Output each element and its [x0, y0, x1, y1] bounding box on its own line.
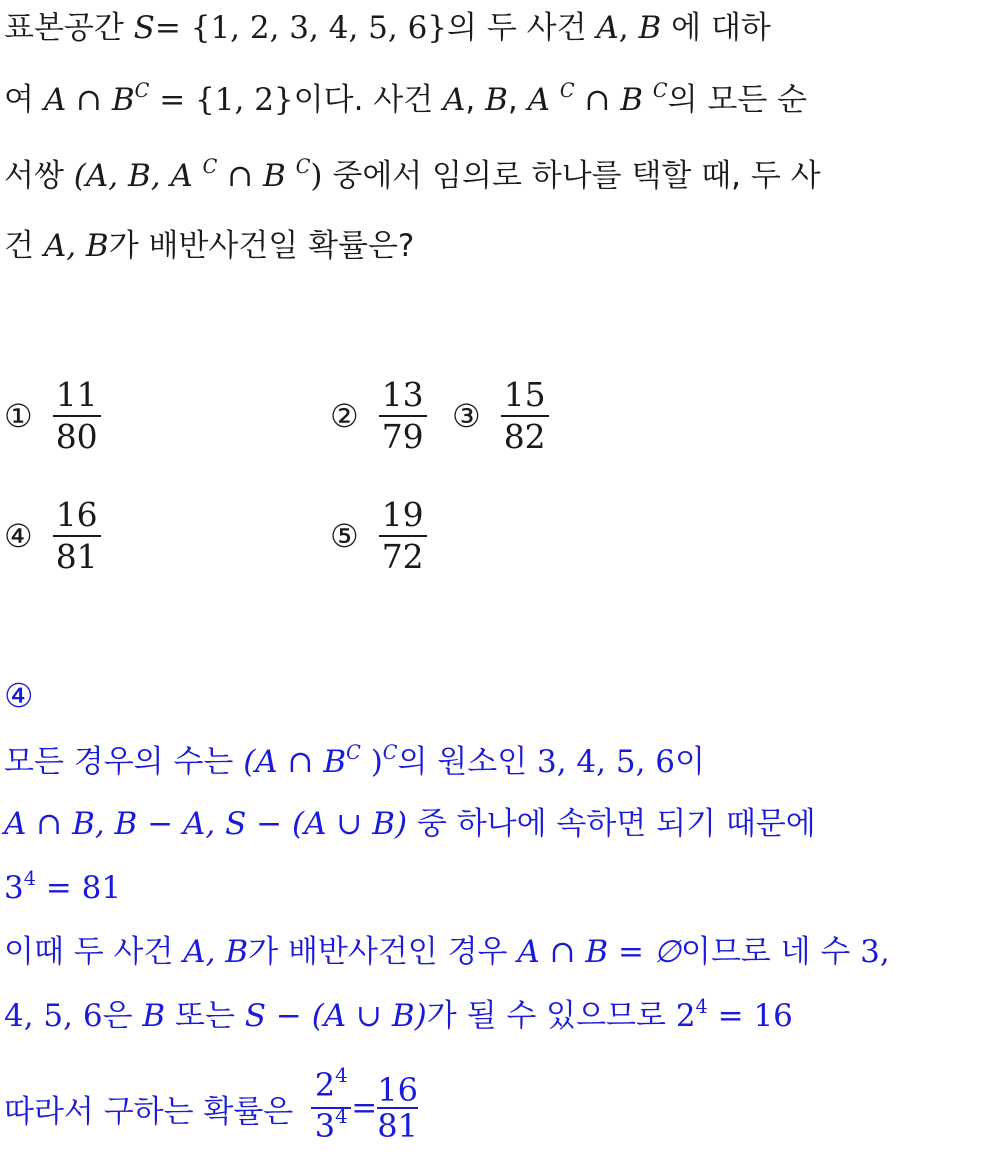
- question-line-2: 여 A ∩ $B^C = \{1$, 2}이다. 사건 A, B, A $^C$ ∩ B $^C$의 모든 순: [4, 78, 808, 118]
- solution-line-5: 4, 5, 6은 B 또는 S − (A ∪ B)가 될 수 있으므로 $2^4 = 16$: [4, 994, 793, 1034]
- fraction-powers: $\frac{2^4}{3^4}$: [311, 1068, 351, 1148]
- question-line-4: 건 A, B가 배반사건일 확률은?: [4, 228, 415, 264]
- solution-line-2: A ∩ B, B − A, S − (A ∪ B) 중 하나에 속하면 되기 때문에: [4, 806, 816, 842]
- choice-number: ⑤: [330, 517, 359, 555]
- question-line-1: 표본공간 S= {1, 2, 3, 4, 5, 6}의 두 사건 A, B 에 대하: [4, 10, 771, 46]
- choice-3[interactable]: [452, 375, 549, 457]
- choice-5[interactable]: [330, 495, 427, 577]
- choice-1[interactable]: [4, 375, 101, 457]
- fraction-result: $\frac{16}{81}$: [377, 1071, 418, 1145]
- solution-line-6: 따라서 구하는 확률은 $\frac{2^4}{3^4}$ = $\frac{16}{81}$: [4, 1068, 418, 1148]
- solution-line-1: 모든 경우의 수는 (A ∩ $B^C$ )$^C$의 원소인 3, 4, 5, 6이: [4, 740, 705, 780]
- answer-mark: ④: [4, 676, 34, 715]
- solution-line-3: $3^4 = 81$: [4, 866, 122, 906]
- choice-number: ①: [4, 397, 33, 435]
- choice-number: ③: [452, 397, 481, 435]
- choice-fraction: $\frac{11}{80}$: [53, 375, 101, 457]
- question-line-3: 서쌍 (A, B, A $^C$ ∩ B $^C$) 중에서 임의로 하나를 택할 때, 두 사: [4, 154, 821, 194]
- choice-fraction: $\frac{15}{82}$: [501, 375, 549, 457]
- solution-line-4: 이때 두 사건 A, B가 배반사건인 경우 A ∩ B = ∅이므로 네 수 3,: [4, 934, 890, 970]
- choice-fraction: $\frac{19}{72}$: [379, 495, 427, 577]
- choice-4[interactable]: [4, 495, 101, 577]
- choice-fraction: $\frac{16}{81}$: [53, 495, 101, 577]
- choice-number: ④: [4, 517, 33, 555]
- choice-2[interactable]: [330, 375, 427, 457]
- choice-number: ②: [330, 397, 359, 435]
- choice-fraction: $\frac{13}{79}$: [379, 375, 427, 457]
